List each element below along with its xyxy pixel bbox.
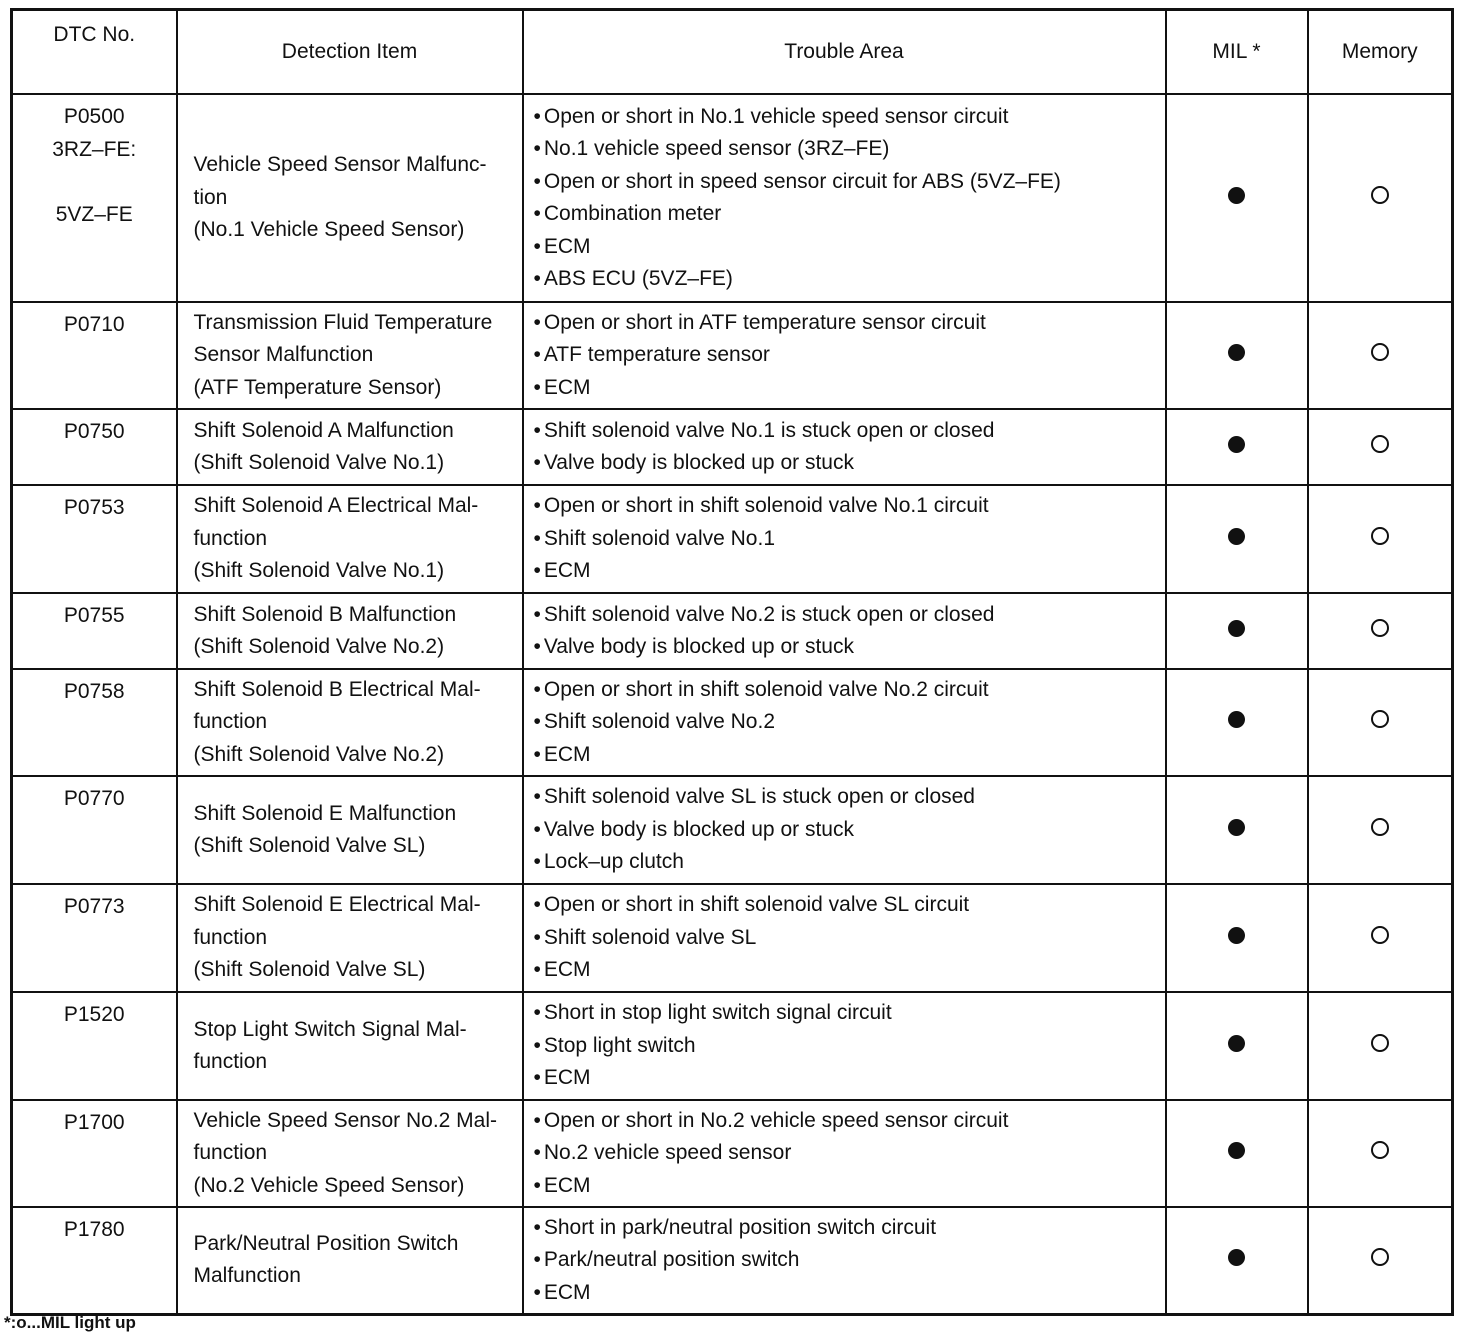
- trouble-area-cell: [523, 992, 1166, 1100]
- trouble-area-bullet: • ECM: [534, 1277, 1159, 1310]
- trouble-area-cell: [523, 1207, 1166, 1314]
- detection-item-cell: [177, 1207, 523, 1314]
- dtc-table: [10, 8, 1454, 1316]
- dtc-code-line: P0753: [63, 496, 125, 519]
- detection-item-line: (Shift Solenoid Valve No.1): [193, 559, 445, 583]
- table-row: [12, 409, 1453, 485]
- dtc-code-line: [17, 166, 172, 199]
- dtc-cell: [12, 302, 177, 409]
- trouble-area-bullet: • Shift solenoid valve No.1 is stuck open or closed: [534, 415, 1159, 448]
- memory-cell: [1308, 94, 1453, 302]
- trouble-area-bullet: • ECM: [534, 954, 1159, 987]
- mil-filled-circle-icon: [1228, 927, 1245, 944]
- table-row: [12, 485, 1453, 593]
- table-row: [12, 302, 1453, 409]
- header-trouble-area: Trouble Area: [523, 10, 1166, 95]
- detection-item-cell: [177, 776, 523, 884]
- footnote: *:o...MIL light up: [4, 1313, 136, 1332]
- memory-open-circle-icon: [1371, 818, 1389, 836]
- trouble-area-bullet: • ECM: [534, 555, 1159, 588]
- memory-open-circle-icon: [1371, 186, 1389, 204]
- trouble-area-bullet: • Shift solenoid valve SL is stuck open or closed: [534, 781, 1159, 814]
- detection-item-line: function: [193, 526, 268, 550]
- detection-item-cell: [177, 302, 523, 409]
- mil-filled-circle-icon: [1228, 1142, 1245, 1159]
- detection-item-cell: [177, 485, 523, 593]
- trouble-area-cell: [523, 669, 1166, 776]
- memory-cell: [1308, 485, 1453, 593]
- trouble-area-cell: [523, 884, 1166, 992]
- trouble-area-bullet: • Combination meter: [534, 198, 1159, 231]
- mil-cell: [1166, 302, 1308, 409]
- detection-item-line: Shift Solenoid E Electrical Mal-: [193, 893, 481, 917]
- detection-item-cell: [177, 669, 523, 776]
- memory-open-circle-icon: [1371, 1141, 1389, 1159]
- trouble-area-cell: [523, 593, 1166, 669]
- trouble-area-bullet: • Lock–up clutch: [534, 846, 1159, 879]
- detection-item-cell: [177, 992, 523, 1100]
- trouble-area-bullet: • Park/neutral position switch: [534, 1244, 1159, 1277]
- memory-cell: [1308, 992, 1453, 1100]
- table-row: [12, 992, 1453, 1100]
- mil-cell: [1166, 992, 1308, 1100]
- trouble-area-bullet: • Valve body is blocked up or stuck: [534, 631, 1159, 664]
- detection-item-line: (Shift Solenoid Valve No.1): [193, 451, 445, 474]
- detection-item-line: Malfunction: [193, 1264, 301, 1288]
- detection-item-cell: [177, 884, 523, 992]
- trouble-area-bullet: • ECM: [534, 1170, 1159, 1203]
- mil-cell: [1166, 593, 1308, 669]
- detection-item-line: function: [193, 1050, 268, 1073]
- table-row: [12, 776, 1453, 884]
- trouble-area-bullet: • ABS ECU (5VZ–FE): [534, 263, 1159, 296]
- detection-item-cell: [177, 1100, 523, 1207]
- detection-item-line: Transmission Fluid Temperature: [193, 310, 493, 334]
- trouble-area-bullet: • ECM: [534, 372, 1159, 405]
- memory-cell: [1308, 884, 1453, 992]
- detection-item-cell: [177, 593, 523, 669]
- detection-item-line: (No.1 Vehicle Speed Sensor): [193, 218, 465, 242]
- dtc-cell: [12, 485, 177, 593]
- mil-filled-circle-icon: [1228, 528, 1245, 545]
- dtc-code-line: 5VZ–FE: [55, 202, 133, 226]
- dtc-cell: [12, 593, 177, 669]
- dtc-cell: [12, 1207, 177, 1314]
- memory-cell: [1308, 409, 1453, 485]
- mil-filled-circle-icon: [1228, 1249, 1245, 1266]
- mil-filled-circle-icon: [1228, 436, 1245, 453]
- header-mil: MIL *: [1166, 10, 1308, 95]
- detection-item-line: Shift Solenoid B Malfunction: [193, 602, 457, 626]
- detection-item-line: Sensor Malfunction: [193, 343, 374, 367]
- memory-open-circle-icon: [1371, 619, 1389, 637]
- mil-cell: [1166, 409, 1308, 485]
- trouble-area-bullet: • Open or short in shift solenoid valve No.2 circuit: [534, 674, 1159, 707]
- trouble-area-bullet: • Open or short in No.1 vehicle speed sensor circuit: [534, 101, 1159, 134]
- dtc-cell: [12, 409, 177, 485]
- trouble-area-bullet: • ECM: [534, 231, 1159, 264]
- detection-item-line: Vehicle Speed Sensor No.2 Mal-: [193, 1108, 498, 1132]
- dtc-code-line: P1780: [63, 1218, 125, 1241]
- header-memory: Memory: [1308, 10, 1453, 95]
- table-body: [12, 94, 1453, 1314]
- table-row: [12, 94, 1453, 302]
- detection-item-line: (Shift Solenoid Valve No.2): [193, 635, 445, 658]
- trouble-area-bullet: • ATF temperature sensor: [534, 339, 1159, 372]
- mil-filled-circle-icon: [1228, 1035, 1245, 1052]
- detection-item-line: Vehicle Speed Sensor Malfunc-: [193, 153, 487, 177]
- detection-item-line: function: [193, 925, 268, 949]
- dtc-code-line: P1520: [63, 1003, 125, 1026]
- trouble-area-bullet: • Open or short in No.2 vehicle speed sensor circuit: [534, 1105, 1159, 1138]
- detection-item-line: (Shift Solenoid Valve No.2): [193, 742, 445, 766]
- trouble-area-bullet: • Shift solenoid valve SL: [534, 922, 1159, 955]
- header-dtc-no: DTC No.: [12, 10, 177, 95]
- dtc-cell: [12, 776, 177, 884]
- dtc-code-line: 3RZ–FE:: [52, 137, 137, 161]
- detection-item-line: (Shift Solenoid Valve SL): [193, 834, 426, 857]
- table-row: [12, 593, 1453, 669]
- trouble-area-bullet: • No.1 vehicle speed sensor (3RZ–FE): [534, 133, 1159, 166]
- trouble-area-bullet: • Shift solenoid valve No.2 is stuck open or closed: [534, 599, 1159, 632]
- detection-item-line: Shift Solenoid A Electrical Mal-: [193, 494, 479, 518]
- trouble-area-bullet: • Open or short in shift solenoid valve No.1 circuit: [534, 490, 1159, 523]
- mil-filled-circle-icon: [1228, 344, 1245, 361]
- mil-cell: [1166, 669, 1308, 776]
- trouble-area-cell: [523, 485, 1166, 593]
- trouble-area-bullet: • Shift solenoid valve No.1: [534, 523, 1159, 556]
- dtc-cell: [12, 94, 177, 302]
- table-row: [12, 669, 1453, 776]
- memory-open-circle-icon: [1371, 1034, 1389, 1052]
- dtc-code-line: P0755: [63, 604, 125, 627]
- mil-cell: [1166, 776, 1308, 884]
- dtc-cell: [12, 884, 177, 992]
- dtc-cell: [12, 992, 177, 1100]
- detection-item-line: Shift Solenoid A Malfunction: [193, 418, 454, 442]
- memory-cell: [1308, 669, 1453, 776]
- dtc-cell: [12, 1100, 177, 1207]
- trouble-area-bullet: • ECM: [534, 739, 1159, 772]
- dtc-cell: [12, 669, 177, 776]
- trouble-area-bullet: • Shift solenoid valve No.2: [534, 706, 1159, 739]
- dtc-code-line: P0750: [63, 420, 125, 443]
- trouble-area-bullet: • Short in stop light switch signal circuit: [534, 997, 1159, 1030]
- memory-open-circle-icon: [1371, 710, 1389, 728]
- detection-item-cell: [177, 94, 523, 302]
- memory-cell: [1308, 1100, 1453, 1207]
- memory-open-circle-icon: [1371, 343, 1389, 361]
- trouble-area-bullet: • Valve body is blocked up or stuck: [534, 814, 1159, 847]
- detection-item-line: Shift Solenoid B Electrical Mal-: [193, 677, 481, 701]
- detection-item-line: (ATF Temperature Sensor): [193, 375, 442, 399]
- mil-filled-circle-icon: [1228, 711, 1245, 728]
- memory-open-circle-icon: [1371, 435, 1389, 453]
- detection-item-line: (No.2 Vehicle Speed Sensor): [193, 1173, 465, 1197]
- detection-item-line: function: [193, 710, 268, 734]
- memory-open-circle-icon: [1371, 926, 1389, 944]
- dtc-code-line: P0773: [63, 895, 125, 918]
- trouble-area-bullet: • Open or short in shift solenoid valve SL circuit: [534, 889, 1159, 922]
- trouble-area-bullet: • ECM: [534, 1062, 1159, 1095]
- trouble-area-bullet: • Open or short in ATF temperature sensor circuit: [534, 307, 1159, 340]
- memory-cell: [1308, 1207, 1453, 1314]
- memory-open-circle-icon: [1371, 1248, 1389, 1266]
- mil-filled-circle-icon: [1228, 187, 1245, 204]
- memory-cell: [1308, 302, 1453, 409]
- memory-open-circle-icon: [1371, 527, 1389, 545]
- dtc-code-line: P0500: [63, 105, 125, 128]
- header-row: [12, 10, 1453, 95]
- detection-item-line: (Shift Solenoid Valve SL): [193, 958, 426, 982]
- detection-item-cell: [177, 409, 523, 485]
- mil-cell: [1166, 94, 1308, 302]
- trouble-area-bullet: • Open or short in speed sensor circuit for ABS (5VZ–FE): [534, 166, 1159, 199]
- detection-item-line: Shift Solenoid E Malfunction: [193, 801, 457, 825]
- trouble-area-cell: [523, 409, 1166, 485]
- mil-filled-circle-icon: [1228, 819, 1245, 836]
- trouble-area-bullet: • Valve body is blocked up or stuck: [534, 447, 1159, 480]
- mil-cell: [1166, 1100, 1308, 1207]
- table-row: [12, 1207, 1453, 1314]
- memory-cell: [1308, 776, 1453, 884]
- dtc-code-line: P0770: [63, 787, 125, 810]
- memory-cell: [1308, 593, 1453, 669]
- detection-item-line: function: [193, 1141, 268, 1165]
- dtc-code-line: P0758: [63, 680, 125, 703]
- trouble-area-cell: [523, 302, 1166, 409]
- trouble-area-cell: [523, 94, 1166, 302]
- mil-filled-circle-icon: [1228, 620, 1245, 637]
- detection-item-line: tion: [193, 185, 228, 209]
- dtc-code-line: P0710: [63, 313, 125, 336]
- trouble-area-cell: [523, 776, 1166, 884]
- table-row: [12, 1100, 1453, 1207]
- detection-item-line: Stop Light Switch Signal Mal-: [193, 1017, 467, 1041]
- mil-cell: [1166, 485, 1308, 593]
- trouble-area-cell: [523, 1100, 1166, 1207]
- mil-cell: [1166, 1207, 1308, 1314]
- trouble-area-bullet: • No.2 vehicle speed sensor: [534, 1137, 1159, 1170]
- header-detection-item: Detection Item: [177, 10, 523, 95]
- trouble-area-bullet: • Short in park/neutral position switch circuit: [534, 1212, 1159, 1245]
- dtc-code-line: P1700: [63, 1111, 125, 1134]
- table-row: [12, 884, 1453, 992]
- trouble-area-bullet: • Stop light switch: [534, 1030, 1159, 1063]
- mil-cell: [1166, 884, 1308, 992]
- detection-item-line: Park/Neutral Position Switch: [193, 1231, 459, 1255]
